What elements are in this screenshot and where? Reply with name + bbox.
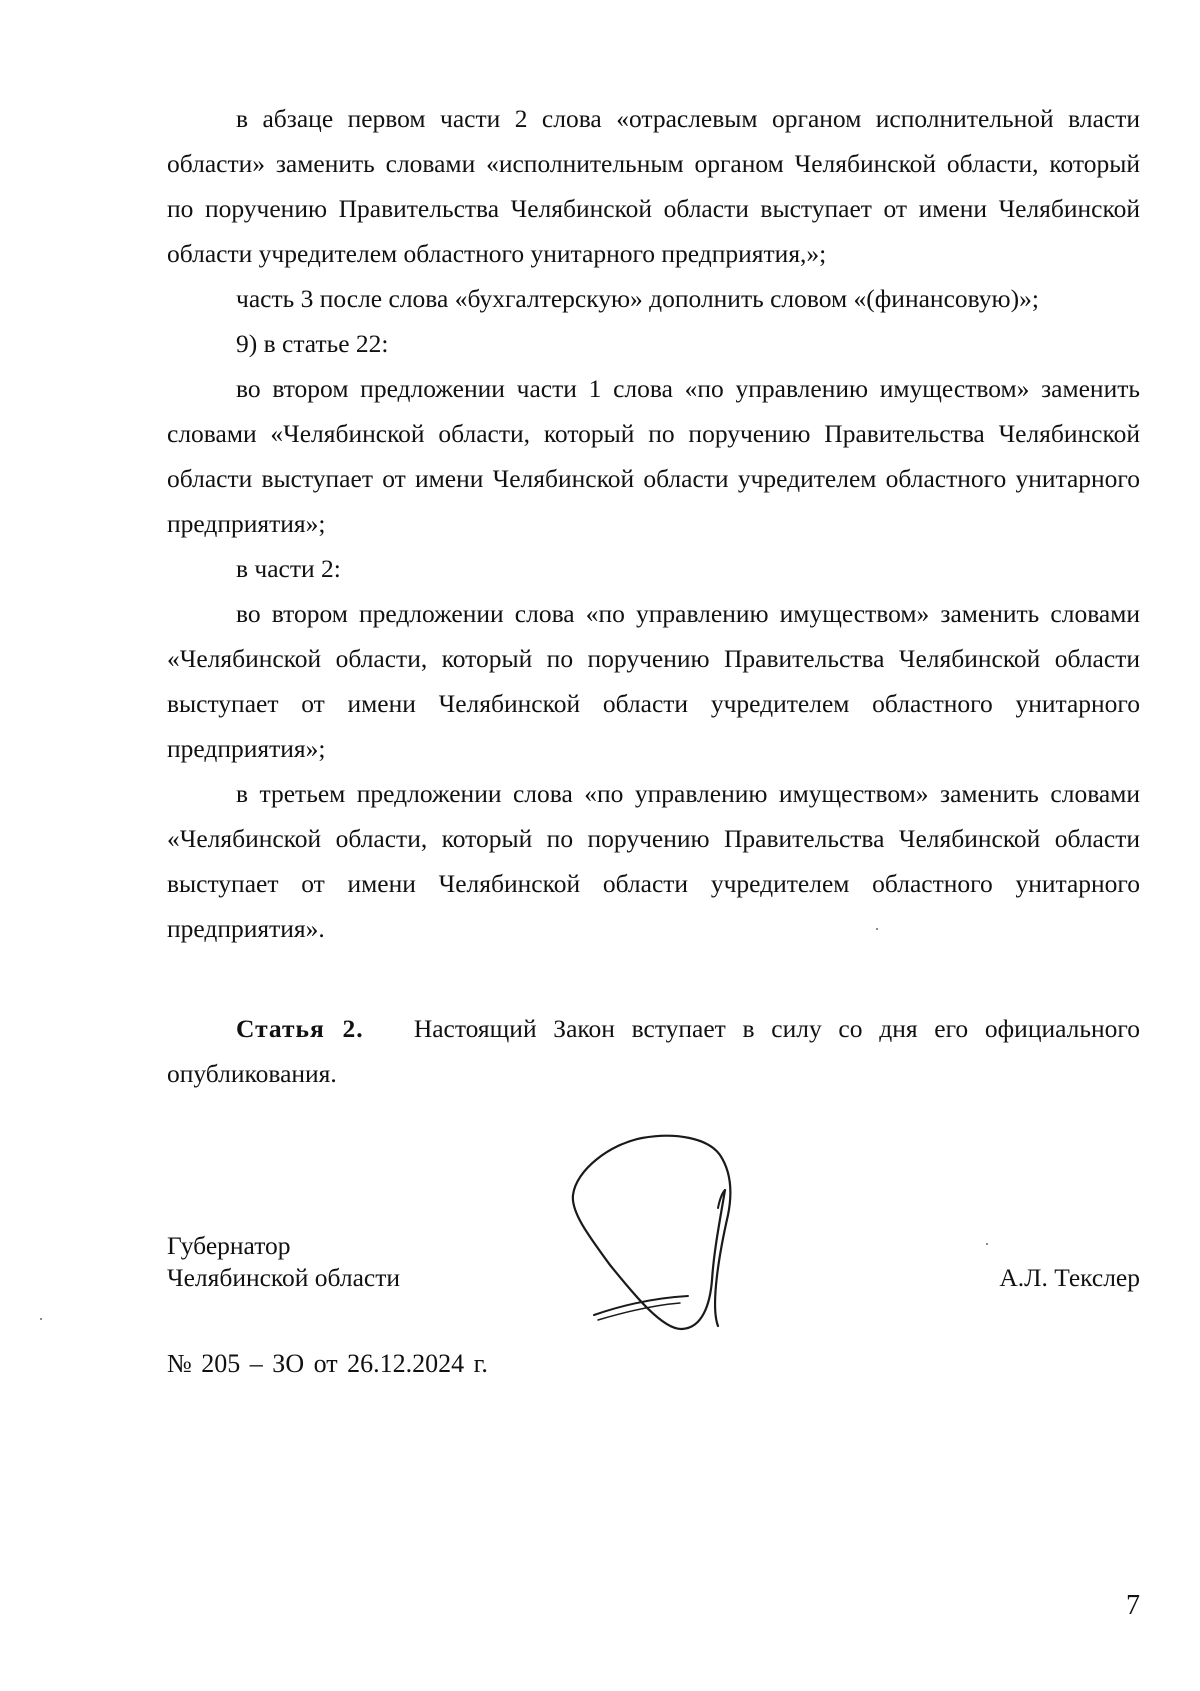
paragraph-5: в части 2: <box>236 554 341 583</box>
article-2 <box>167 1006 1140 1096</box>
paragraph-6: во втором предложении слова «по управлению имуществом» заменить словами «Челябинской области, который по поручению Правительства Челябинской области выступает от имени Челябинской области учредителем областного унитарного предприятия»; <box>167 599 1140 763</box>
paragraph-7: в третьем предложении слова «по управлению имуществом» заменить словами «Челябинской области, который по поручению Правительства Челябинской области выступает от имени Челябинской области учредителем областного унитарного предприятия». <box>167 779 1140 943</box>
paragraph-3: 9) в статье 22: <box>236 329 389 358</box>
scan-speck <box>40 1318 42 1320</box>
article-label: Статья 2. <box>236 1014 364 1043</box>
handwritten-signature <box>570 1130 790 1335</box>
article-text: Настоящий Закон вступает в силу со дня его официального опубликования. <box>167 1014 1140 1088</box>
signer-title-line1: Губернатор <box>167 1231 291 1260</box>
signer-name: А.Л. Текслер <box>999 1263 1140 1292</box>
signer-title-line2: Челябинской области <box>167 1263 401 1292</box>
scan-speck <box>986 1243 988 1245</box>
page-number: 7 <box>1126 1590 1140 1621</box>
body-text <box>167 96 1140 951</box>
paragraph-1: в абзаце первом части 2 слова «отраслевым органом исполнительной власти области» заменить словами «исполнительным органом Челябинской области, который по поручению Правительства Челябинской области выступает от имени Челябинской области учредителем областного унитарного предприятия,»; <box>167 104 1140 268</box>
scan-speck <box>876 928 878 930</box>
signer-title <box>167 1230 400 1294</box>
paragraph-4: во втором предложении части 1 слова «по управлению имуществом» заменить словами «Челябинской области, который по поручению Правительства Челябинской области выступает от имени Челябинской области учредителем областного унитарного предприятия»; <box>167 374 1140 538</box>
document-number: № 205 – ЗО от 26.12.2024 г. <box>167 1349 488 1378</box>
paragraph-2: часть 3 после слова «бухгалтерскую» дополнить словом «(финансовую)»; <box>236 284 1039 313</box>
